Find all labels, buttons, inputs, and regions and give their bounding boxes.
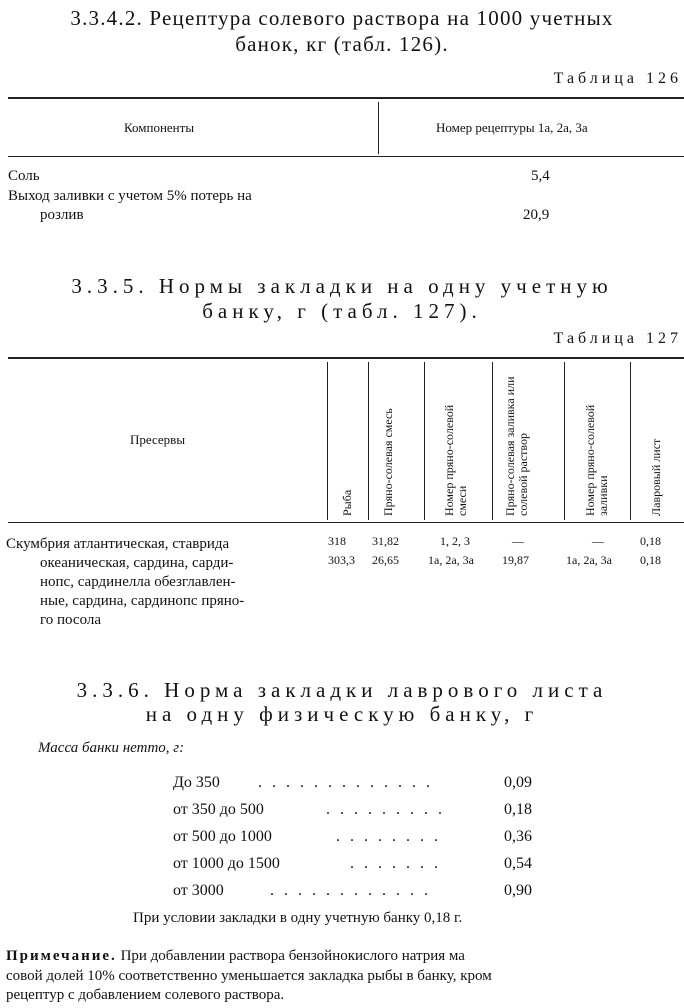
note-line1 bbox=[6, 946, 684, 967]
preserves-description-line4: ные, сардина, сардинопс пряно- bbox=[40, 593, 245, 609]
section-title-line2: банок, кг (табл. 126). bbox=[235, 32, 449, 56]
row2-spice-number: 1а, 2а, 3а bbox=[428, 553, 474, 567]
table-caption: Таблица 127 bbox=[553, 330, 682, 347]
mass-range-value: 0,18 bbox=[504, 801, 532, 818]
row1-spice-number: 1, 2, 3 bbox=[440, 534, 470, 548]
section-title-line1: 3.3.6. Норма закладки лаврового листа bbox=[76, 678, 608, 702]
preserves-description-line1: Скумбрия атлантическая, ставрида bbox=[6, 536, 230, 552]
row-yield-label-line1: Выход заливки с учетом 5% потерь на bbox=[8, 188, 252, 204]
column-header-spice-mix: Пряно-солевая смесь bbox=[381, 408, 395, 516]
leader-dots: . . . . . . . . bbox=[336, 828, 441, 845]
table-top-rule bbox=[8, 97, 684, 99]
section-title-line1: 3.3.5. Нормы закладки на одну учетную bbox=[71, 274, 613, 298]
mass-range-value: 0,90 bbox=[504, 882, 532, 899]
row-yield-label-line2: розлив bbox=[40, 207, 84, 223]
section-title-line2: банку, г (табл. 127). bbox=[202, 299, 482, 323]
row1-bay-leaf: 0,18 bbox=[640, 534, 661, 548]
mass-range-value: 0,54 bbox=[504, 855, 532, 872]
table-column-divider bbox=[564, 362, 565, 520]
table-column-divider bbox=[378, 102, 379, 154]
row2-brine: 19,87 bbox=[502, 553, 529, 567]
note-line1-text: При добавлении раствора бензойнокислого натрия ма bbox=[120, 948, 465, 964]
mass-range-label: от 3000 bbox=[173, 882, 224, 899]
leader-dots: . . . . . . . . . . . . . bbox=[258, 774, 433, 791]
leader-dots: . . . . . . . . . bbox=[326, 801, 445, 818]
mass-range-label: До 350 bbox=[173, 774, 220, 791]
mass-range-label: от 350 до 500 bbox=[173, 801, 264, 818]
column-header-brine: Пряно-солевая заливка или солевой раствор bbox=[503, 376, 530, 516]
table-header-rule bbox=[8, 522, 684, 523]
preserves-description-line3: нопс, сардинелла обезглавлен- bbox=[40, 574, 236, 590]
note-line2: совой долей 10% соответственно уменьшается закладка рыбы в банку, кром bbox=[6, 968, 492, 984]
row1-brine: — bbox=[512, 534, 524, 548]
column-header-preserves: Пресервы bbox=[130, 432, 186, 447]
table-column-divider bbox=[630, 362, 631, 520]
leader-dots: . . . . . . . bbox=[350, 855, 441, 872]
note-line3: рецептур с добавлением солевого раствора. bbox=[6, 987, 285, 1003]
row2-bay-leaf: 0,18 bbox=[640, 553, 661, 567]
column-header-bay-leaf: Лавровый лист bbox=[649, 438, 663, 516]
row1-brine-number: — bbox=[592, 534, 604, 548]
mass-range-label: от 1000 до 1500 bbox=[173, 855, 280, 872]
row-salt-label: Соль bbox=[8, 168, 40, 184]
row-salt-value: 5,4 bbox=[531, 168, 550, 184]
row2-spice-mix: 26,65 bbox=[372, 553, 399, 567]
row1-fish: 318 bbox=[328, 534, 346, 548]
row2-fish: 303,3 bbox=[328, 553, 355, 567]
row-yield-value: 20,9 bbox=[523, 207, 550, 223]
table-header-rule bbox=[8, 156, 684, 157]
row2-brine-number: 1а, 2а, 3а bbox=[566, 553, 612, 567]
leader-dots: . . . . . . . . . . . . bbox=[270, 882, 431, 899]
column-header-spice-number: Номер пряно-солевой смеси bbox=[442, 404, 469, 516]
table-column-divider bbox=[327, 362, 328, 520]
mass-range-value: 0,36 bbox=[504, 828, 532, 845]
mass-range-value: 0,09 bbox=[504, 774, 532, 791]
note-heading: Примечание. bbox=[6, 948, 117, 964]
mass-range-label: от 500 до 1000 bbox=[173, 828, 272, 845]
section-title-line2: на одну физическую банку, г bbox=[145, 702, 539, 726]
table-top-rule bbox=[8, 357, 684, 359]
section-title-line1: 3.3.4.2. Рецептура солевого раствора на 1000 учетных bbox=[70, 6, 614, 30]
row1-spice-mix: 31,82 bbox=[372, 534, 399, 548]
column-header-brine-number: Номер пряно-солевой заливки bbox=[583, 404, 610, 516]
preserves-description-line5: го посола bbox=[40, 612, 102, 628]
table-column-divider bbox=[492, 362, 493, 520]
column-header-recipe: Номер рецептуры 1а, 2а, 3а bbox=[436, 120, 588, 135]
table-column-divider bbox=[368, 362, 369, 520]
table-column-divider bbox=[424, 362, 425, 520]
column-header-fish: Рыба bbox=[340, 489, 354, 516]
column-header-components: Компоненты bbox=[124, 120, 195, 135]
preserves-description-line2: океаническая, сардина, сарди- bbox=[40, 555, 234, 571]
mass-label: Масса банки нетто, г: bbox=[38, 740, 185, 756]
table-caption: Таблица 126 bbox=[553, 70, 682, 87]
condition-text: При условии закладки в одну учетную банку 0,18 г. bbox=[133, 910, 463, 926]
